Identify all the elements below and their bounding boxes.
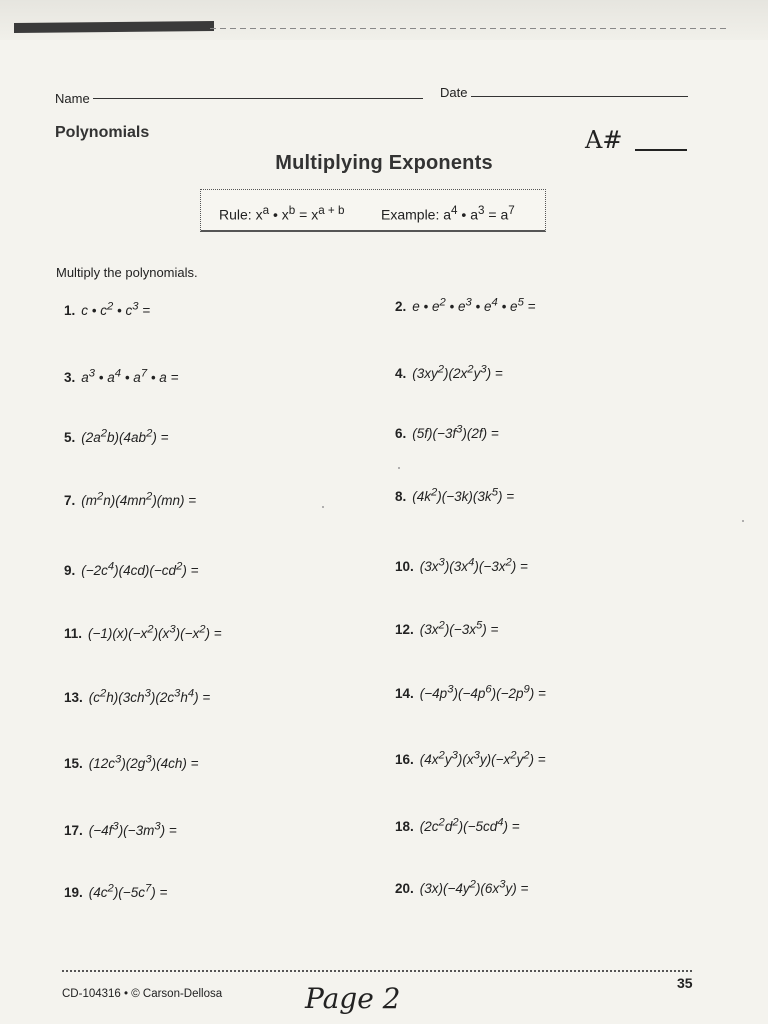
page-title: Multiplying Exponents [275, 152, 493, 174]
problem-expression: $(3x^3)(3x^4)(-3x^2)$ = [419, 556, 528, 574]
problem-number: 1. [64, 302, 76, 318]
problem-number: 13. [64, 689, 83, 705]
problem-item [395, 749, 546, 767]
problem-expression: e • $e^2$ • $e^3$ • $e^4$ • $e^5$ = [412, 296, 536, 314]
date-field-line[interactable] [471, 96, 688, 97]
problem-expression: $(m^2n)(4mn^2)(mn)$ = [81, 490, 197, 508]
problem-number: 7. [64, 492, 76, 508]
problem-item [64, 687, 210, 705]
problem-item [395, 878, 528, 896]
scan-top-edge [0, 0, 768, 40]
scan-speck [398, 467, 400, 469]
problem-item [64, 300, 150, 318]
problem-item [395, 363, 503, 381]
problem-item [64, 820, 177, 838]
problem-expression: $(4x^2y^3)(x^3y)(-x^2y^2)$ = [419, 749, 546, 767]
problem-item [64, 882, 167, 900]
problem-expression: $(-4f^3)(-3m^3)$ = [88, 820, 177, 838]
problem-number: 9. [64, 562, 76, 578]
problem-item [395, 683, 546, 701]
handwritten-grade-label: A# [585, 126, 623, 154]
problem-item [395, 816, 520, 834]
problem-item [64, 427, 168, 445]
problem-item [64, 623, 222, 641]
problem-expression: $(-2c^4)(4cd)(-cd^2)$ = [81, 560, 199, 578]
problem-number: 2. [395, 298, 407, 314]
footer-copyright: CD-104316 • © Carson-Dellosa [62, 988, 223, 1000]
problem-expression: $(3x)(-4y^2)(6x^3y)$ = [419, 878, 529, 896]
footer-rule [62, 970, 692, 972]
problem-number: 17. [64, 822, 83, 838]
problem-expression: $(3x^2)(-3x^5)$ = [419, 619, 499, 637]
problem-number: 3. [64, 369, 76, 385]
problem-number: 15. [64, 755, 83, 771]
problem-item [64, 367, 178, 385]
problem-number: 4. [395, 365, 407, 381]
section-title: Polynomials [55, 124, 150, 141]
problem-expression: $(4k^2)(-3k)(3k^5)$ = [412, 486, 515, 504]
name-field-line[interactable] [93, 98, 423, 99]
problem-number: 20. [395, 880, 414, 896]
problem-item [64, 490, 196, 508]
scan-shadow-bar [14, 21, 214, 33]
problem-number: 10. [395, 558, 414, 574]
problem-expression: $(5f)(-3f^3)(2f)$ = [412, 423, 499, 441]
scan-speck [742, 520, 744, 522]
example-text: Example: $a^4$ • $a^3 = a^7$ [381, 204, 515, 223]
scan-edge-line [210, 28, 730, 29]
name-label: Name [55, 91, 90, 106]
rule-text: Rule: $x^a$ • $x^b = x^{a + b}$ [219, 204, 345, 223]
problem-number: 11. [64, 625, 83, 641]
problem-item [395, 556, 528, 574]
problem-expression: $(2c^2d^2)(-5cd^4)$ = [419, 816, 520, 834]
problem-number: 14. [395, 685, 414, 701]
rule-box [200, 189, 546, 232]
problem-number: 12. [395, 621, 414, 637]
problem-item [395, 296, 535, 314]
problem-number: 18. [395, 818, 414, 834]
problem-expression: $(c^2h)(3ch^3)(2c^3h^4)$ = [88, 687, 211, 705]
problem-item [395, 486, 514, 504]
scan-speck [322, 506, 324, 508]
problem-expression: c • $c^2$ • $c^3$ = [81, 300, 151, 318]
problem-expression: $(2a^2b)(4ab^2)$ = [81, 427, 169, 445]
problem-expression: $(-1)(x)(-x^2)(x^3)(-x^2)$ = [88, 623, 222, 641]
problem-number: 19. [64, 884, 83, 900]
problem-item [395, 619, 498, 637]
problem-number: 6. [395, 425, 407, 441]
problem-expression: $(12c^3)(2g^3)(4ch)$ = [88, 753, 199, 771]
problem-number: 5. [64, 429, 76, 445]
problem-expression: $(3xy^2)(2x^2y^3)$ = [412, 363, 503, 381]
handwritten-page-note: Page 2 [305, 982, 401, 1015]
instructions: Multiply the polynomials. [56, 265, 198, 280]
problem-item [64, 753, 198, 771]
problem-expression: $(-4p^3)(-4p^6)(-2p^9)$ = [419, 683, 546, 701]
problem-item [395, 423, 499, 441]
grade-field-line [635, 149, 687, 151]
problem-number: 16. [395, 751, 414, 767]
problem-item [64, 560, 198, 578]
page-number: 35 [677, 975, 693, 991]
problem-expression: $(4c^2)(-5c^7)$ = [88, 882, 168, 900]
problem-expression: $a^3$ • $a^4$ • $a^7$ • a = [81, 367, 179, 385]
date-label: Date [440, 85, 468, 100]
problem-number: 8. [395, 488, 407, 504]
